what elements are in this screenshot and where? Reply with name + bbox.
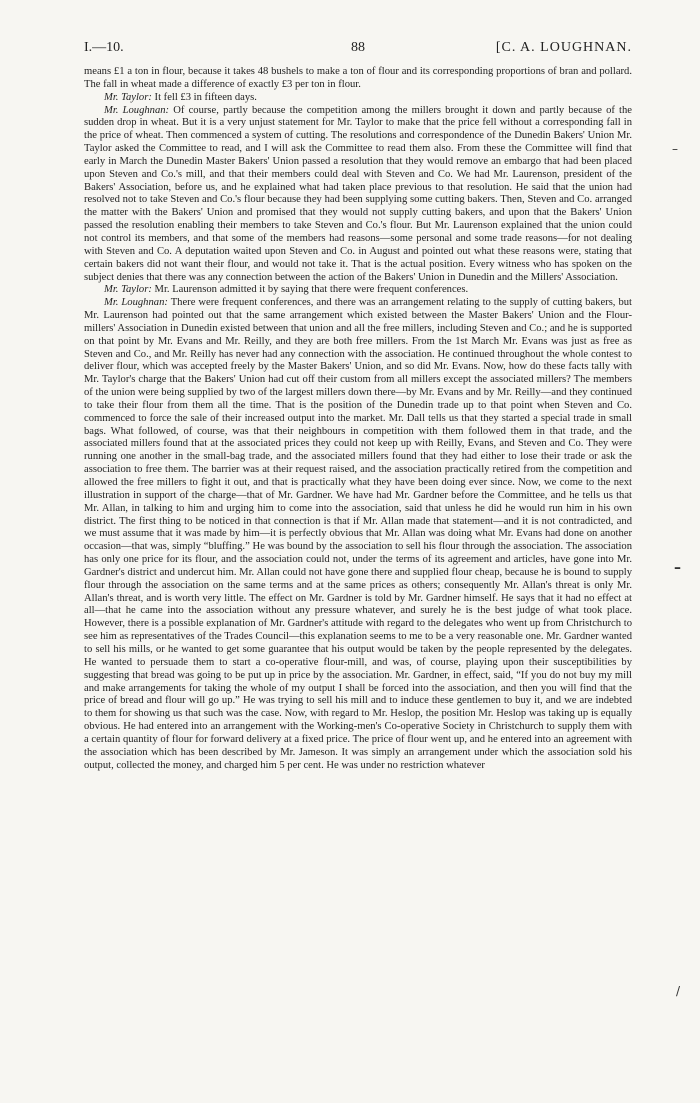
paragraph: [84, 66, 632, 92]
paragraph: [84, 284, 632, 297]
speaker-name: Mr. Loughnan:: [104, 297, 168, 309]
document-page: [84, 40, 632, 1080]
speaker-name: Mr. Taylor:: [104, 284, 152, 296]
paragraph-text: Mr. Laurenson admitted it by saying that there were frequent conferences.: [154, 284, 469, 296]
paragraph: [84, 92, 632, 105]
speaker-heading: [C. A. LOUGHNAN.: [495, 40, 632, 55]
paragraph-text: means £1 a ton in flour, because it takes 48 bushels to make a ton of flour and its corresponding proportions of bran and pollard. The fall in wheat made a difference of exactly £3 per ton in flour.: [84, 66, 632, 90]
paragraph: [84, 105, 632, 285]
page-number: 88: [351, 40, 365, 55]
page-header: [84, 40, 632, 66]
paragraph: [84, 297, 632, 772]
paper-reference: I.—10.: [84, 40, 124, 55]
paragraph-text: There were frequent conferences, and there was an arrangement relating to the supply of cutting bakers, but Mr. Laurenson had pointed out that the same arrangement which existed between the Master Bakers' Union and the Flour-millers' Association in Dunedin existed between that union and all the free millers, including Steven and Co.; and he is supported on that point by Mr. Evans and Mr. Reilly, and they are both free millers. From the 1st March Mr. Evans was just as free as Steven and Co., and Mr. Reilly has never had any connection with the association. He continued throughout the whole contest to deliver flour, which was accepted freely by the Master Bakers' Union, and so did Mr. Evans. Now, how do these facts tally with Mr. Taylor's charge that the Bakers' Union had cut off their custom from all millers except the associated millers? The members of the union were being supplied by two of the largest millers down there—by Mr. Evans and by Mr. Reilly—and they continued to take their flour from them all the time. That is the position of the Dunedin trade up to that point when Steven and Co. commenced to force the sale of their increased output into the market. Mr. Dall tells us that they started a special trade in small bags. What followed, of course, was that their neighbours in competition with them followed them in that trade, and the associated millers found that at the associated prices they could not keep up with Reilly, Evans, and Steven and Co. They were running one another in the small-bag trade, and the associated millers found that they had either to lose their trade or ask the association to free them. The barrier was at their request raised, and the association practically retired from the competition and allowed the free millers to fight it out, and that is practically what they have been doing ever since. Now, we come to the next illustration in support of the charge—that of Mr. Gardner. We have had Mr. Gardner before the Committee, and he tells us that Mr. Allan, in talking to him and urging him to come into the association, said that unless he did he would run him in his own district. The first thing to be noticed in that connection is that if Mr. Allan made that statement—and it is not contradicted, and we must assume that it was made by him—it is perfectly obvious that Mr. Allan was doing what Mr. Evans had done on another occasion—that was, simply “bluffing.” He was bound by the association to sell his flour through the association. The association has only one price for its flour, and the association could not, under the terms of its agreement and articles, have gone into Mr. Gardner's district and undercut him. Mr. Allan could not have gone there and supplied flour cheap, because he is bound to supply flour through the association on the same terms and at the same prices as others; consequently Mr. Allan's threat is only Mr. Allan's threat, and is worth very little. The effect on Mr. Gardner is told by Mr. Gardner himself. He says that it had no effect at all—that he came into the association without any pressure whatever, and surely he is the best judge of what took place. However, there is a possible explanation of Mr. Gardner's attitude with regard to the delegates who went up from Christchurch to see him as representatives of the Trades Council—this explanation seems to me to be a very reasonable one. Mr. Gardner wanted to sell his mills, or he wanted to get some guarantee that his output would be taken by the people represented by the delegates. He wanted to persuade them to start a co-operative flour-mill, and was, of course, playing upon their susceptibilities by suggesting that bread was going to be put up in price by the association. Mr. Gardner, in effect, said, “If you do not buy my mill and make arrangements for taking the whole of my output I shall be forced into the association, and then you will find that the price of bread and flour will go up.” He was trying to sell his mill and to induce these gentlemen to buy it, and we are indebted to them for showing us that such was the case. Now, with regard to Mr. Heslop, the position Mr. Heslop was taking up is equally obvious. He had entered into an arrangement with the Working-men's Co-operative Society in Christchurch to supply them with a certain quantity of flour for forward delivery at a fixed price. The price of flour went up, and he entered into an agreement with the association which has been described by Mr. Jameson. It was simply an arrangement under which the association sold his output, collected the money, and charged him 5 per cent. He was under no restriction whatever: [84, 297, 632, 771]
speaker-name: Mr. Loughnan:: [104, 104, 170, 116]
paragraph-text: It fell £3 in fifteen days.: [154, 91, 257, 103]
page-body: [84, 66, 632, 772]
margin-tick-mark: /: [676, 984, 681, 998]
margin-dash-mark: –: [674, 560, 681, 576]
margin-dash-mark: –: [672, 142, 678, 156]
speaker-name: Mr. Taylor:: [104, 91, 152, 103]
paragraph-text: Of course, partly because the competition among the millers brought it down and partly because of the sudden drop in wheat. But it is a very unjust statement for Mr. Taylor to make that the price fell without a corresponding fall in the price of wheat. Then commenced a system of cutting. The resolutions and correspondence of the Dunedin Bakers' Union Mr. Taylor asked the Committee to read, and I will ask the Committee to read them also. From these the Committee will find that early in March the Dunedin Master Bakers' Union passed a resolution that they would remove an embargo that had been placed upon Steven and Co.'s mill, and that their members could deal with Steven and Co. We had Mr. Laurenson, president of the Bakers' Association, before us, and he explained what had taken place previous to that resolution. He said that the union had resolved not to take Steven and Co.'s flour because they had been supplying some cutting bakers. Then, Steven and Co. arranged the matter with the Bakers' Union and promised that they would not supply cutting bakers, and upon that the Bakers' Union passed the resolution enabling their members to take Steven and Co.'s flour. But Mr. Laurenson explained that the union could not control its members, and that some of the members had reasons—some personal and some trade reasons—for not dealing with Steven and Co. A deputation waited upon Steven and Co. in August and pointed out what these reasons were, stating that certain bakers did not want their flour, and would not take it. That is the actual position. Every witness who has spoken on the subject denies that there was any connection between the action of the Bakers' Union in Dunedin and the Millers' Association.: [84, 104, 632, 283]
